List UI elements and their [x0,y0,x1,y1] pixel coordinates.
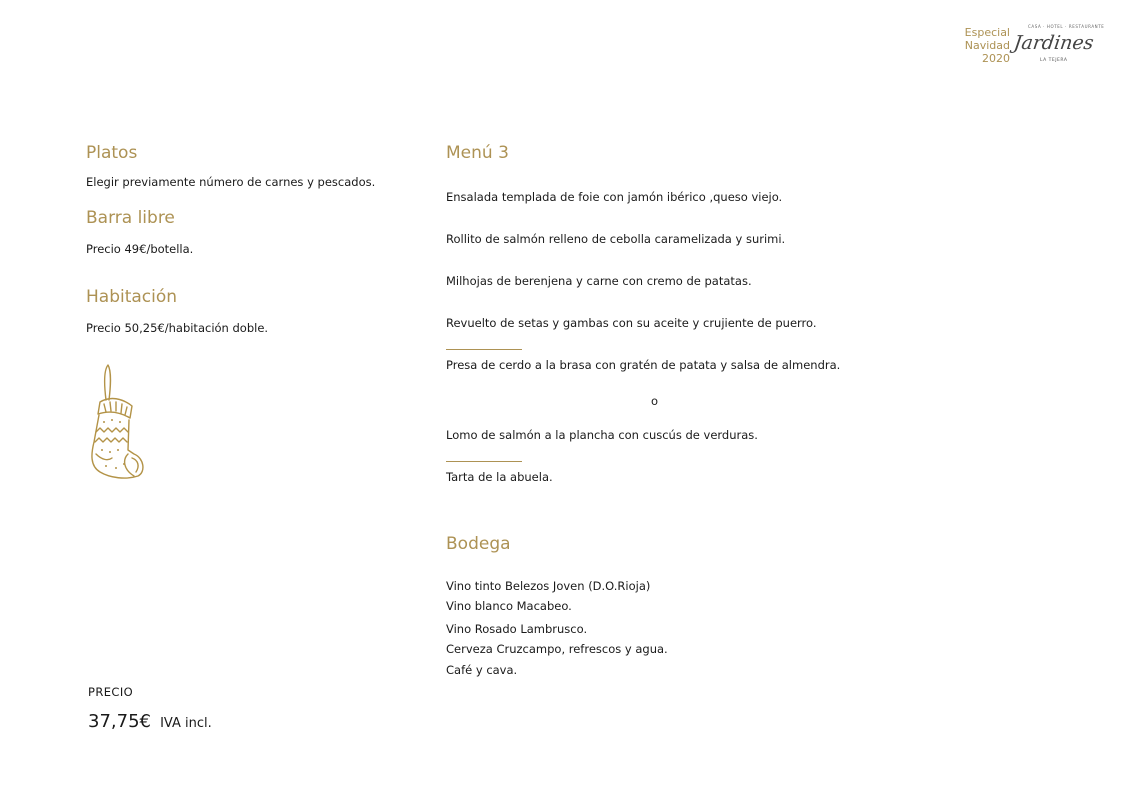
precio-line [88,711,212,732]
menu-dish: Milhojas de berenjena y carne con cremo de patatas. [446,274,752,288]
menu-dish: Revuelto de setas y gambas con su aceite y crujiente de puerro. [446,316,817,330]
especial-line: Especial [964,26,1010,39]
especial-navidad-label [965,26,1010,65]
menu-heading: Menú 3 [446,143,509,163]
menu-divider [446,461,522,462]
menu-or-separator: o [651,394,659,408]
menu-dish: Presa de cerdo a la brasa con gratén de patata y salsa de almendra. [446,358,841,372]
logo-top-text: CASA · HOTEL · RESTAURANTE [1028,24,1105,29]
menu-divider [446,349,522,350]
bodega-item: Café y cava. [446,663,518,677]
header-logo-block [946,24,1106,74]
bodega-item: Vino blanco Macabeo. [446,599,572,613]
menu-dish: Tarta de la abuela. [446,470,553,484]
precio-value: 37,75€ [88,711,151,732]
logo-name: Jardines [1012,32,1096,54]
jardines-logo [1012,24,1105,68]
precio-iva: IVA incl. [160,716,212,731]
barra-libre-text: Precio 49€/botella. [86,242,194,256]
barra-libre-heading: Barra libre [86,208,175,228]
especial-line: 2020 [982,52,1010,65]
menu-dish: Lomo de salmón a la plancha con cuscús de verduras. [446,428,758,442]
bodega-heading: Bodega [446,534,511,554]
bodega-item: Vino Rosado Lambrusco. [446,622,588,636]
menu-dish: Ensalada templada de foie con jamón ibérico ,queso viejo. [446,190,783,204]
bodega-item: Vino tinto Belezos Joven (D.O.Rioja) [446,579,651,593]
logo-bottom-text: LA TEJERA [1040,58,1068,63]
precio-label: PRECIO [88,685,134,699]
especial-line: Navidad [964,39,1010,52]
bodega-item: Cerveza Cruzcampo, refrescos y agua. [446,642,668,656]
platos-text: Elegir previamente número de carnes y pescados. [86,175,376,189]
christmas-stocking-icon [82,362,148,484]
platos-heading: Platos [86,143,138,163]
habitacion-heading: Habitación [86,287,178,307]
menu-dish: Rollito de salmón relleno de cebolla caramelizada y surimi. [446,232,786,246]
habitacion-text: Precio 50,25€/habitación doble. [86,321,269,335]
